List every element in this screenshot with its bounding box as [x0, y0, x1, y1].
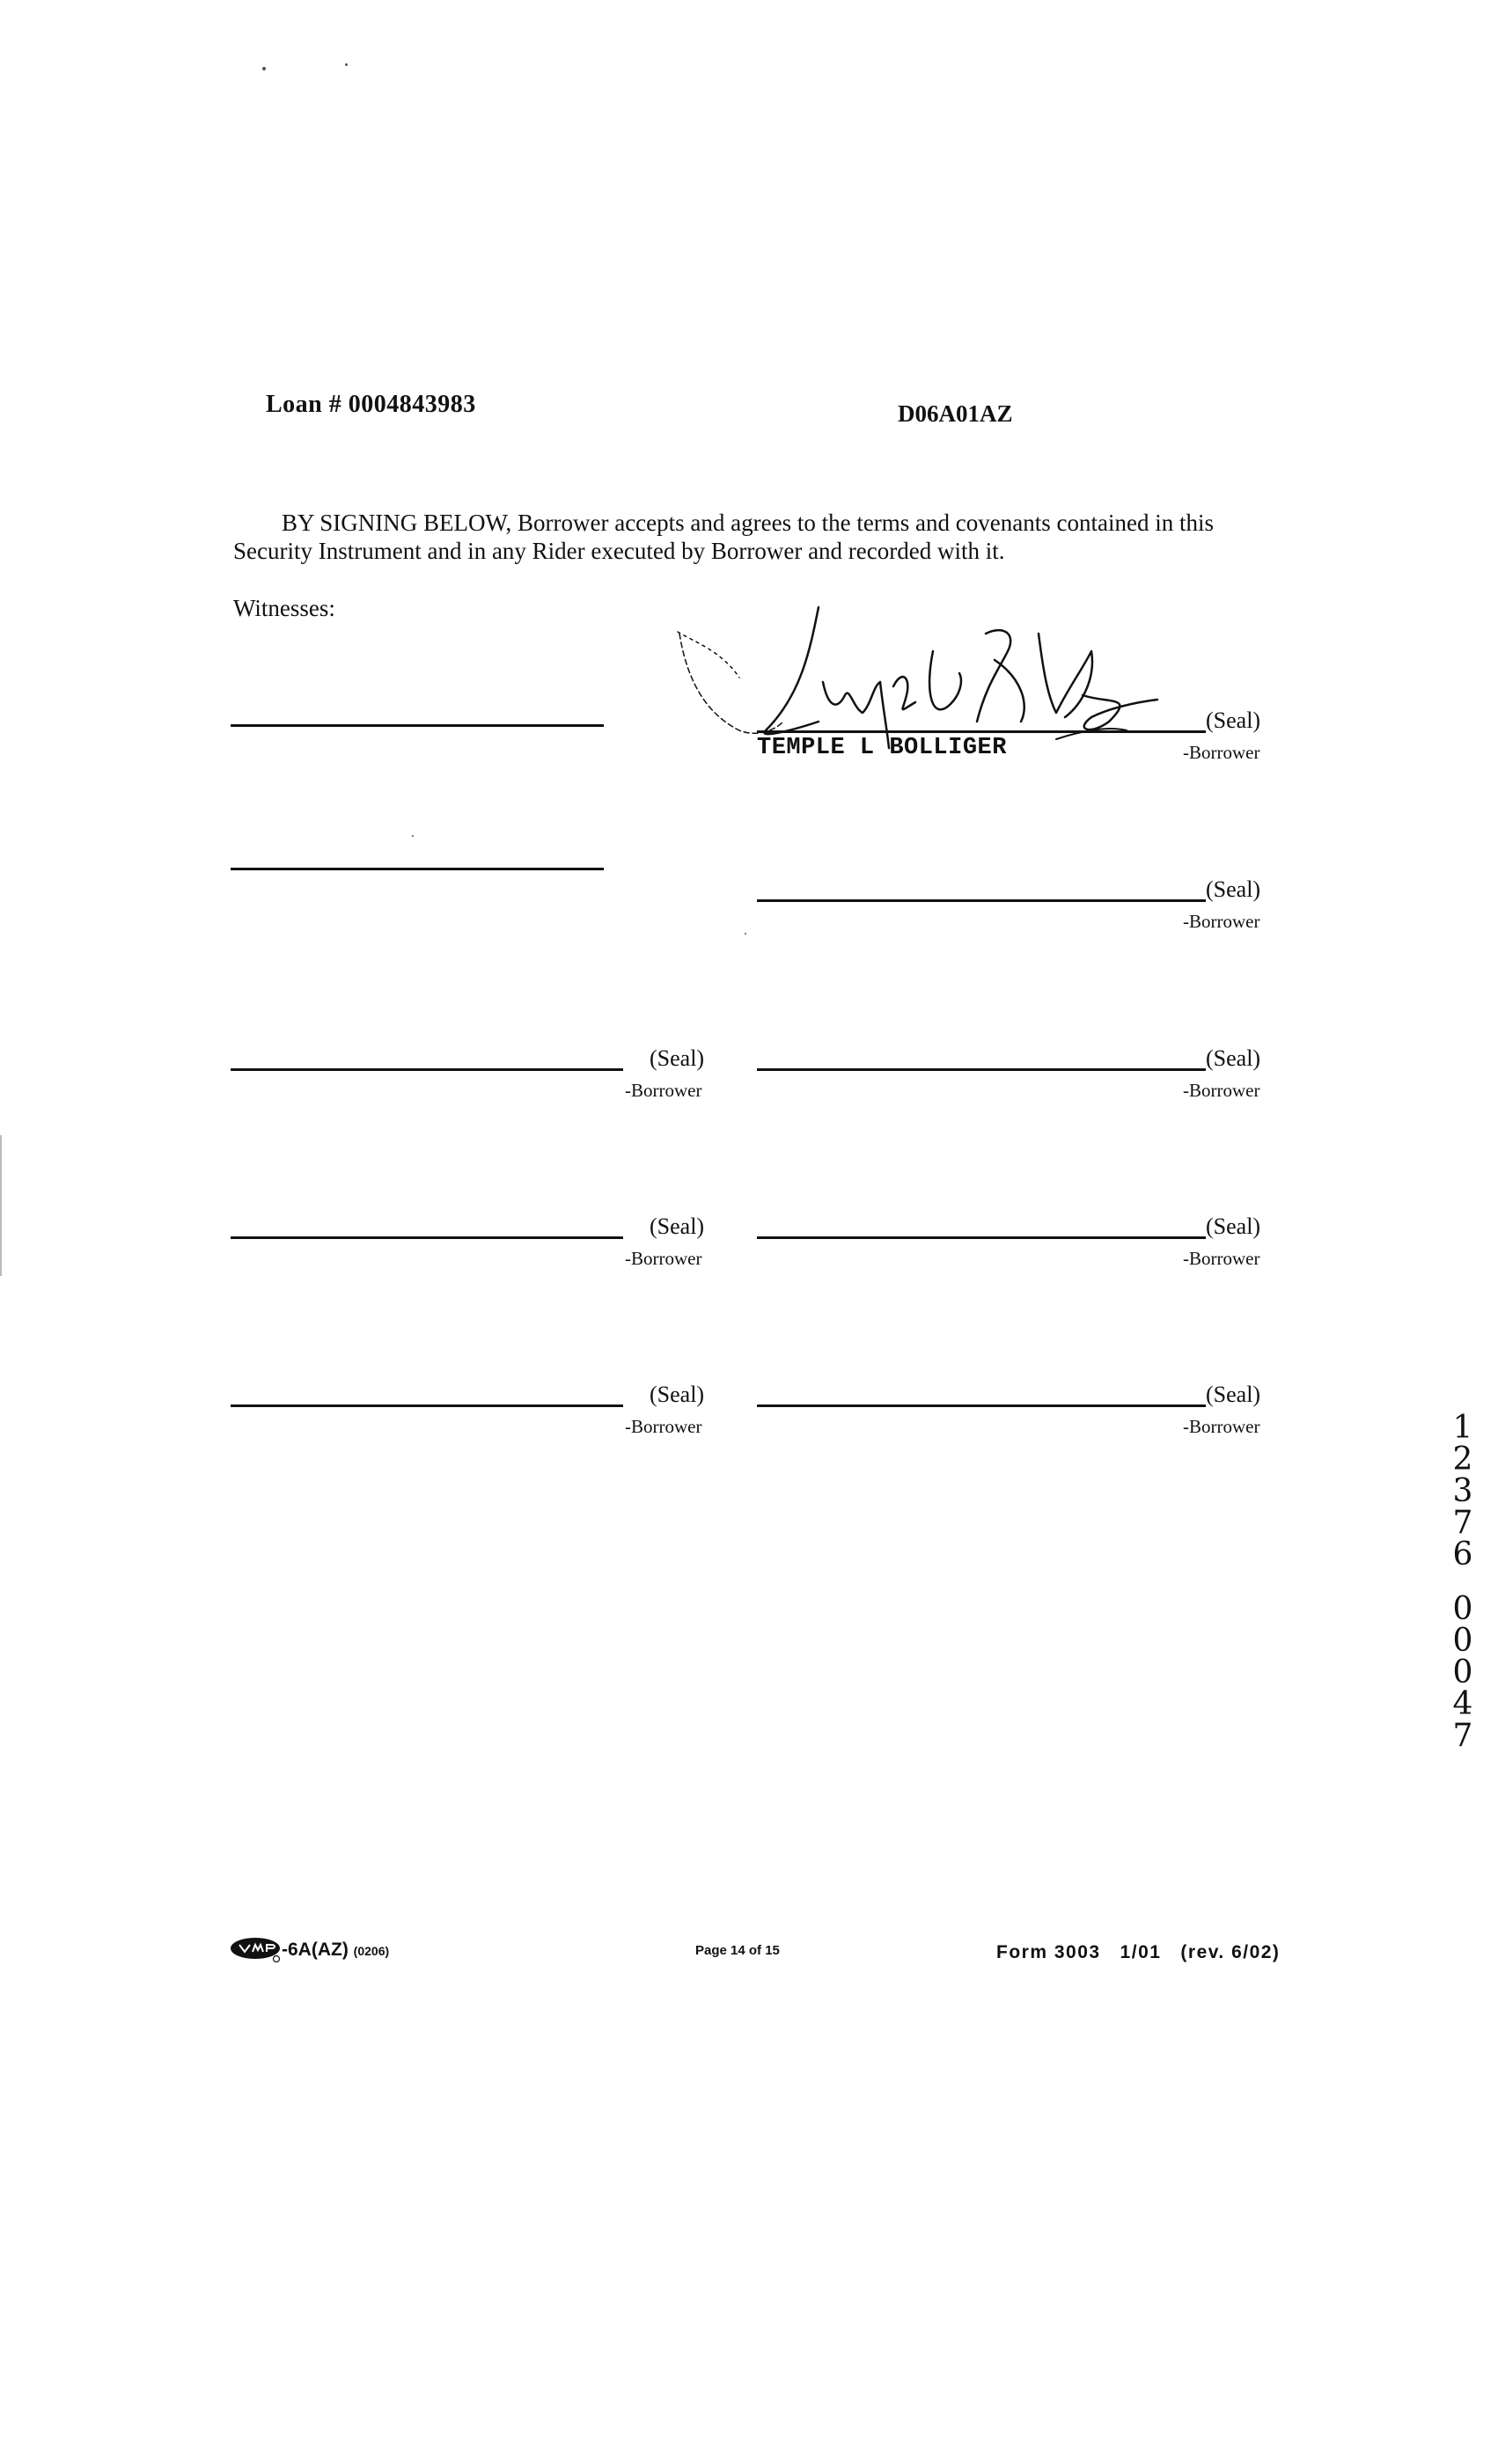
- stamp-digit: 0: [1452, 1654, 1473, 1690]
- seal-label: (Seal): [650, 1045, 705, 1071]
- borrower-signature-line-6: [231, 1068, 623, 1071]
- borrower-label: -Borrower: [625, 1416, 702, 1437]
- stamp-digit: 4: [1452, 1686, 1473, 1722]
- borrower-label: -Borrower: [625, 1248, 702, 1269]
- borrower-signature-line-4: [757, 1236, 1206, 1239]
- borrower-signature-line-3: [757, 1068, 1206, 1071]
- borrower-signature-line-8: [231, 1404, 623, 1407]
- borrower-label: -Borrower: [625, 1080, 702, 1101]
- borrower-label: -Borrower: [1183, 1248, 1260, 1269]
- scan-edge-mark: [0, 1135, 2, 1276]
- borrower-label: -Borrower: [1183, 911, 1260, 932]
- seal-label: (Seal): [1206, 1382, 1261, 1407]
- witness-signature-line-1: [231, 724, 604, 727]
- stamp-digit: 0: [1452, 1623, 1473, 1659]
- vmp-logo-icon: [229, 1936, 283, 1962]
- form-code: [282, 1940, 389, 1961]
- agreement-line-2: Security Instrument and in any Rider executed by Borrower and recorded with it.: [233, 538, 1005, 564]
- seal-label: (Seal): [1206, 876, 1261, 902]
- stamp-digit: 7: [1452, 1718, 1473, 1754]
- scan-speck: [262, 67, 266, 70]
- borrower-label: -Borrower: [1183, 742, 1260, 763]
- form-code-text: -6A(AZ): [282, 1940, 349, 1960]
- scan-speck: [412, 835, 414, 837]
- stamp-digit: 1: [1452, 1410, 1473, 1446]
- borrower-signature-line-2: [757, 899, 1206, 902]
- form-code-date: (0206): [353, 1944, 390, 1958]
- page-number: Page 14 of 15: [695, 1943, 780, 1958]
- seal-label: (Seal): [1206, 708, 1261, 733]
- stamp-digit: 0: [1452, 1591, 1473, 1627]
- scan-speck: [745, 933, 746, 935]
- agreement-paragraph: [233, 509, 1265, 565]
- borrower-label: -Borrower: [1183, 1080, 1260, 1101]
- seal-label: (Seal): [1206, 1214, 1261, 1239]
- seal-label: (Seal): [650, 1382, 705, 1407]
- borrower-label: -Borrower: [1183, 1416, 1260, 1437]
- witnesses-label: Witnesses:: [233, 595, 335, 621]
- seal-label: (Seal): [1206, 1045, 1261, 1071]
- borrower-printed-name: TEMPLE L BOLLIGER: [757, 735, 1007, 761]
- stamp-digit: 7: [1452, 1505, 1473, 1541]
- stamp-digit: 2: [1452, 1441, 1473, 1478]
- agreement-line-1: BY SIGNING BELOW, Borrower accepts and agrees to the terms and covenants contained in this: [282, 510, 1214, 536]
- borrower-signature-line-5: [757, 1404, 1206, 1407]
- witness-signature-line-2: [231, 868, 604, 870]
- form-number: Form 3003 1/01 (rev. 6/02): [996, 1942, 1281, 1962]
- recording-number-stamp: [1445, 1412, 1480, 1752]
- borrower-signature-line-1: [757, 730, 1206, 733]
- stamp-digit: 6: [1452, 1536, 1473, 1573]
- scan-speck: [345, 63, 348, 66]
- stamp-digit: 3: [1452, 1473, 1473, 1509]
- loan-number: Loan # 0004843983: [266, 391, 476, 418]
- seal-label: (Seal): [650, 1214, 705, 1239]
- document-id: D06A01AZ: [898, 400, 1013, 427]
- borrower-signature-line-7: [231, 1236, 623, 1239]
